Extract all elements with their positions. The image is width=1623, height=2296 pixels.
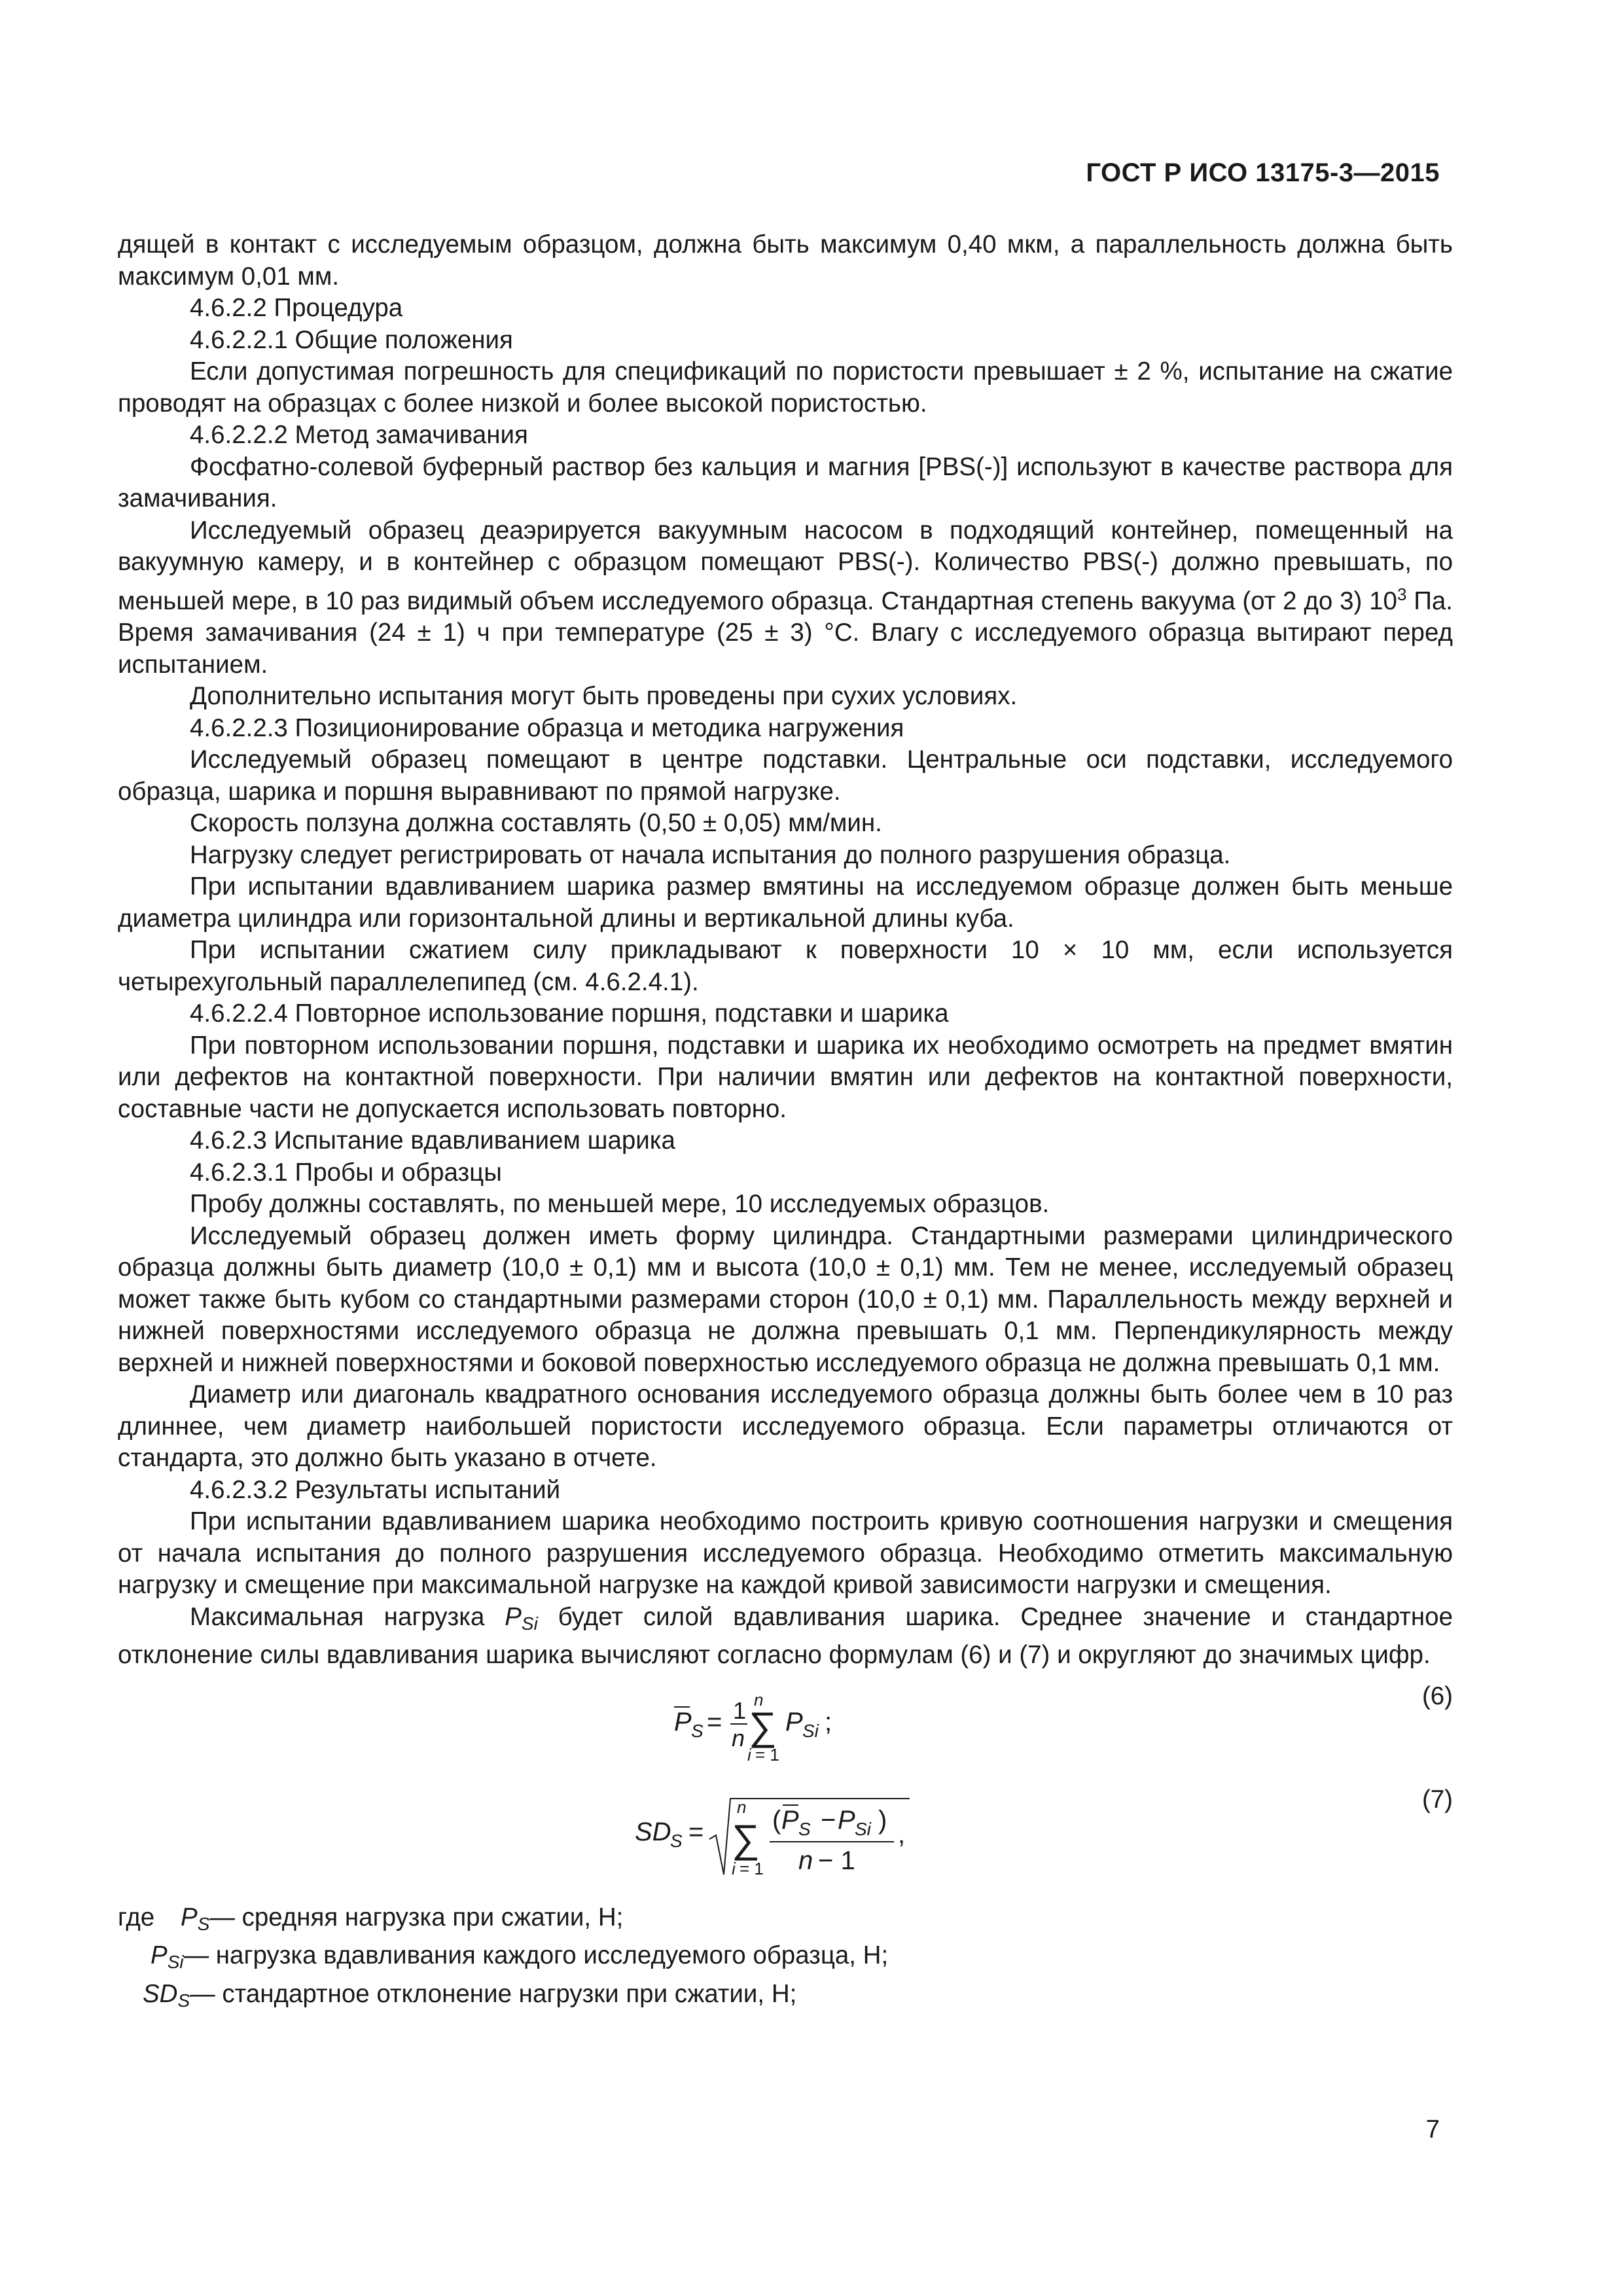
svg-text:n: n [798,1846,813,1875]
svg-text:n: n [732,1724,745,1751]
symbol-psi [505,1602,538,1634]
paragraph: 4.6.2.3.1 Пробы и образцы [190,1158,502,1187]
formula-6-graphic [668,1687,903,1772]
paragraph: Пробу должны составлять, по меньшей мере, 10 исследуемых образцов. [190,1190,1050,1218]
svg-text:=: = [688,1817,704,1846]
legend-row [118,1902,1453,1941]
formula-6 [118,1681,1453,1779]
paragraph: Диаметр или диагональ квадратного основания исследуемого образца должны быть более чем в 10 раз длиннее, чем диаметр наибольшей пористости исследуемого образца. Если параметры отличаются от стандарта, это должно быть указано в отчете. [118,1380,1453,1472]
svg-text:= 1: = 1 [755,1744,779,1765]
svg-text:S: S [670,1830,683,1851]
legend-row [118,1979,1453,2017]
svg-text:Si: Si [855,1818,871,1839]
paragraph: 4.6.2.2.4 Повторное использование поршня, подставки и шарика [190,999,949,1028]
legend-row [118,1940,1453,1979]
paragraph: При испытании вдавливанием шарика необходимо построить кривую соотношения нагрузки и смещения от начала испытания до полного разрушения исследуемого образца. Необходимо отметить максимальную нагрузку и смещение при максимальной нагрузке на каждой кривой зависимости нагрузки и смещения. [118,1507,1453,1599]
paragraph: При испытании вдавливанием шарика размер вмятины на исследуемом образце должен быть меньше диаметра цилиндра или горизонтальной длины и вертикальной длины куба. [118,872,1453,933]
svg-text:): ) [878,1805,887,1835]
svg-text:∑: ∑ [749,1704,777,1748]
formula-6-number: (6) [1421,1681,1453,1710]
text-fragment: будет силой вдавливания шарика. Среднее значение и стандартное отклонение силы вдавливания шарика вычисляют согласно формулам (6) и (7) и округляют до значимых цифр. [118,1602,1453,1669]
legend-definition: — нагрузка вдавливания каждого исследуемого образца, Н; [183,1941,889,1969]
legend-symbol [151,1940,184,1979]
symbol-letter: P [505,1602,522,1631]
svg-text:P: P [674,1707,692,1736]
svg-text:(: ( [772,1805,781,1835]
svg-text:SD: SD [635,1817,671,1846]
formula-7 [118,1784,1453,1895]
paragraph: Исследуемый образец помещают в центре подставки. Центральные оси подставки, исследуемого образца, шарика и поршня выравнивают по прямой нагрузке. [118,745,1453,806]
page-number: 7 [1425,2115,1440,2144]
svg-text:= 1: = 1 [740,1858,764,1878]
symbol-subscript: S [177,1990,190,2011]
paragraph: При повторном использовании поршня, подставки и шарика их необходимо осмотреть на предмет вмятин или дефектов на контактной поверхности. При наличии вмятин или дефектов на контактной поверхности, составные части не допускается использовать повторно. [118,1031,1453,1123]
text-fragment: Максимальная нагрузка [190,1602,505,1631]
paragraph: дящей в контакт с исследуемым образцом, должна быть максимум 0,40 мкм, а параллельность должна быть максимум 0,01 мм. [118,230,1453,291]
svg-text:P: P [781,1805,799,1835]
paragraph: Исследуемый образец деаэрируется вакуумным насосом в подходящий контейнер, помещенный на вакуумную камеру, и в контейнер с образцом помещают PBS(-). Количество PBS(-) должно превышать, по меньшей мере, в 10 раз видимый объем исследуемого образца. Стандартная степень вакуума (от 2 до 3) $10^3$ Па. Время замачивания (24 ± 1) ч при температуре (25 ± 3) °С. Влагу с исследуемого образца вытирают перед испытанием. [118,516,1453,679]
svg-text:,: , [898,1820,906,1849]
formula-6-body [118,1687,1453,1779]
svg-text:=: = [707,1707,722,1736]
paragraph: 4.6.2.2.2 Метод замачивания [190,421,528,449]
legend-definition: — стандартное отклонение нагрузки при сжатии, Н; [190,1979,797,2008]
svg-text:− 1: − 1 [818,1846,855,1875]
symbol-letter: SD [143,1979,178,2008]
symbol-subscript: Si [521,1613,538,1634]
symbol-subscript: S [197,1913,210,1934]
svg-text:S: S [798,1818,811,1839]
formula-7-graphic [635,1791,936,1889]
symbol-letter: P [151,1941,168,1969]
svg-text:Si: Si [802,1720,819,1741]
paragraph: При испытании сжатием силу прикладывают к поверхности 10 × 10 мм, если используется четырехугольный параллелепипед (см. 4.6.2.4.1). [118,936,1453,996]
standard-designation: ГОСТ Р ИСО 13175-3—2015 [1086,158,1440,187]
svg-text:P: P [785,1707,803,1736]
legend-definition: — средняя нагрузка при сжатии, Н; [209,1903,624,1931]
body-text [118,229,1453,2017]
symbol-legend [118,1902,1453,2017]
paragraph: Дополнительно испытания могут быть проведены при сухих условиях. [190,682,1018,710]
paragraph: 4.6.2.2.3 Позиционирование образца и методика нагружения [190,713,904,742]
paragraph: Если допустимая погрешность для спецификаций по пористости превышает ± 2 %, испытание на сжатие проводят на образцах с более низкой и более высокой пористостью. [118,357,1453,418]
symbol-subscript: Si [167,1952,184,1972]
paragraph: 4.6.2.3 Испытание вдавливанием шарика [190,1126,675,1155]
svg-text:∑: ∑ [732,1816,760,1861]
paragraph: Исследуемый образец должен иметь форму цилиндра. Стандартными размерами цилиндрического образца должны быть диаметр (10,0 ± 0,1) мм и высота (10,0 ± 0,1) мм. Тем не менее, исследуемый образец может также быть кубом со стандартными размерами сторон (10,0 ± 0,1) мм. Параллельность между верхней и нижней поверхностями исследуемого образца не должна превышать 0,1 мм. Перпендикулярность между верхней и нижней поверхностями и боковой поверхностью исследуемого образца не должна превышать 0,1 мм. [118,1221,1453,1377]
legend-symbol [143,1979,190,2017]
svg-text:S: S [691,1720,704,1741]
paragraph: 4.6.2.2.1 Общие положения [190,325,513,354]
svg-text:n: n [754,1689,764,1710]
symbol-letter: P [181,1903,198,1931]
paragraph: Скорость ползуна должна составлять (0,50 ± 0,05) мм/мин. [190,809,882,837]
svg-text:i: i [747,1744,751,1765]
formula-7-number: (7) [1421,1785,1453,1814]
paragraph-max-load [118,1602,1453,1672]
svg-text:i: i [732,1858,736,1878]
svg-text:1: 1 [733,1696,747,1724]
formula-7-body [118,1791,1453,1895]
svg-text:;: ; [825,1707,832,1736]
paragraph: 4.6.2.3.2 Результаты испытаний [190,1475,561,1504]
svg-text:−: − [821,1805,836,1835]
legend-lead: где [118,1903,155,1931]
paragraph: Фосфатно-солевой буферный раствор без кальция и магния [PBS(-)] используют в качестве раствора для замачивания. [118,452,1453,512]
paragraph: Нагрузку следует регистрировать от начала испытания до полного разрушения образца. [190,840,1231,869]
svg-text:P: P [838,1805,855,1835]
paragraph: 4.6.2.2 Процедура [190,294,403,322]
paragraph-list [118,229,1453,1602]
svg-text:n: n [737,1797,747,1817]
legend-symbol [181,1902,209,1941]
